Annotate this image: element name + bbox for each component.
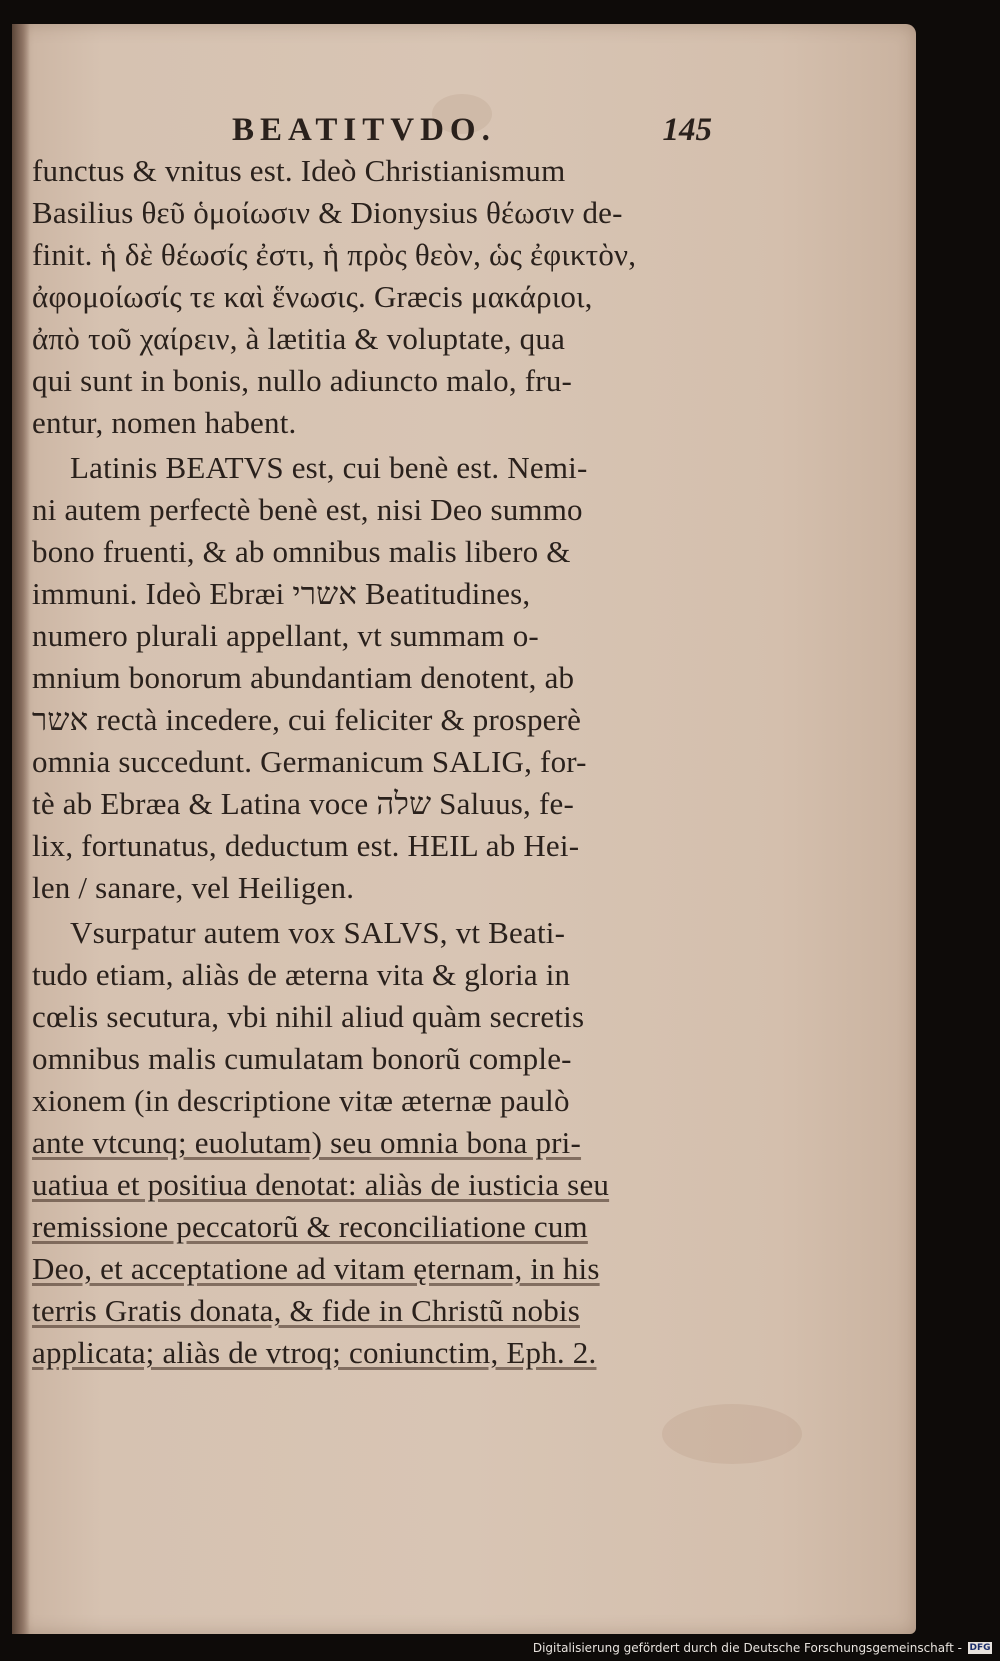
text-line: omnia succedunt. Germanicum SALIG, for- <box>32 744 587 779</box>
underlined-text-line: Deo, et acceptatione ad vitam ęternam, in his <box>32 1251 600 1286</box>
underlined-text-line: terris Gratis donata, & fide in Christũ nobis <box>32 1293 580 1328</box>
text-line: tè ab Ebræa & Latina voce שלה Saluus, fe- <box>32 786 574 821</box>
running-header <box>232 112 732 150</box>
text-line: numero plurali appellant, vt summam o- <box>32 618 539 653</box>
text-line: finit. ἡ δὲ θέωσίς ἐστι, ἡ πρὸς θεὸν, ὡς ἐφικτὸν, <box>32 237 637 272</box>
book-page <box>12 24 916 1634</box>
paragraph-start-line: Latinis BEATVS est, cui benè est. Nemi- <box>70 450 588 485</box>
text-line: ἀφομοίωσίς τε καὶ ἕνωσις. Græcis μακάριοι, <box>32 279 593 314</box>
dfg-logo-icon: DFG <box>969 1643 991 1653</box>
paper-stain <box>662 1404 802 1464</box>
text-line: mnium bonorum abundantiam denotent, ab <box>32 660 575 695</box>
header-title: BEATITVDO. <box>232 112 496 148</box>
underlined-text-line: remissione peccatorũ & reconciliatione cum <box>32 1209 588 1244</box>
text-line: bono fruenti, & ab omnibus malis libero & <box>32 534 571 569</box>
text-line: entur, nomen habent. <box>32 405 297 440</box>
text-line: xionem (in descriptione vitæ æternæ paulò <box>32 1083 570 1118</box>
text-line: cœlis secutura, vbi nihil aliud quàm secretis <box>32 999 585 1034</box>
page-text-block <box>32 112 732 1374</box>
underlined-text-line: uatiua et positiua denotat: aliàs de iusticia seu <box>32 1167 610 1202</box>
text-line: ni autem perfectè benè est, nisi Deo summo <box>32 492 583 527</box>
text-line: immuni. Ideò Ebræi אשרי Beatitudines, <box>32 576 531 611</box>
credit-text: Digitalisierung gefördert durch die Deutsche Forschungsgemeinschaft - <box>532 1641 962 1655</box>
digitization-credit <box>533 1641 992 1655</box>
text-line: omnibus malis cumulatam bonorũ comple- <box>32 1041 572 1076</box>
underlined-text-line: ante vtcunq; euolutam) seu omnia bona pri- <box>32 1125 582 1160</box>
text-line: qui sunt in bonis, nullo adiuncto malo, fru- <box>32 363 573 398</box>
text-line: lix, fortunatus, deductum est. HEIL ab Hei- <box>32 828 580 863</box>
text-line: functus & vnitus est. Ideò Christianismum <box>32 153 566 188</box>
page-binding-shadow <box>12 24 30 1634</box>
paragraph-start-line: Vsurpatur autem vox SALVS, vt Beati- <box>70 915 566 950</box>
text-line: ἀπὸ τοῦ χαίρειν, à lætitia & voluptate, qua <box>32 321 566 356</box>
underlined-text-line: applicata; aliàs de vtroq; coniunctim, Eph. 2. <box>32 1335 597 1370</box>
text-line: tudo etiam, aliàs de æterna vita & gloria in <box>32 957 571 992</box>
text-line: Basilius θεῦ ὁμοίωσιν & Dionysius θέωσιν de- <box>32 195 623 230</box>
text-line: אשר rectà incedere, cui feliciter & prosperè <box>32 702 582 737</box>
page-number: 145 <box>662 112 712 148</box>
text-line: len / sanare, vel Heiligen. <box>32 870 355 905</box>
